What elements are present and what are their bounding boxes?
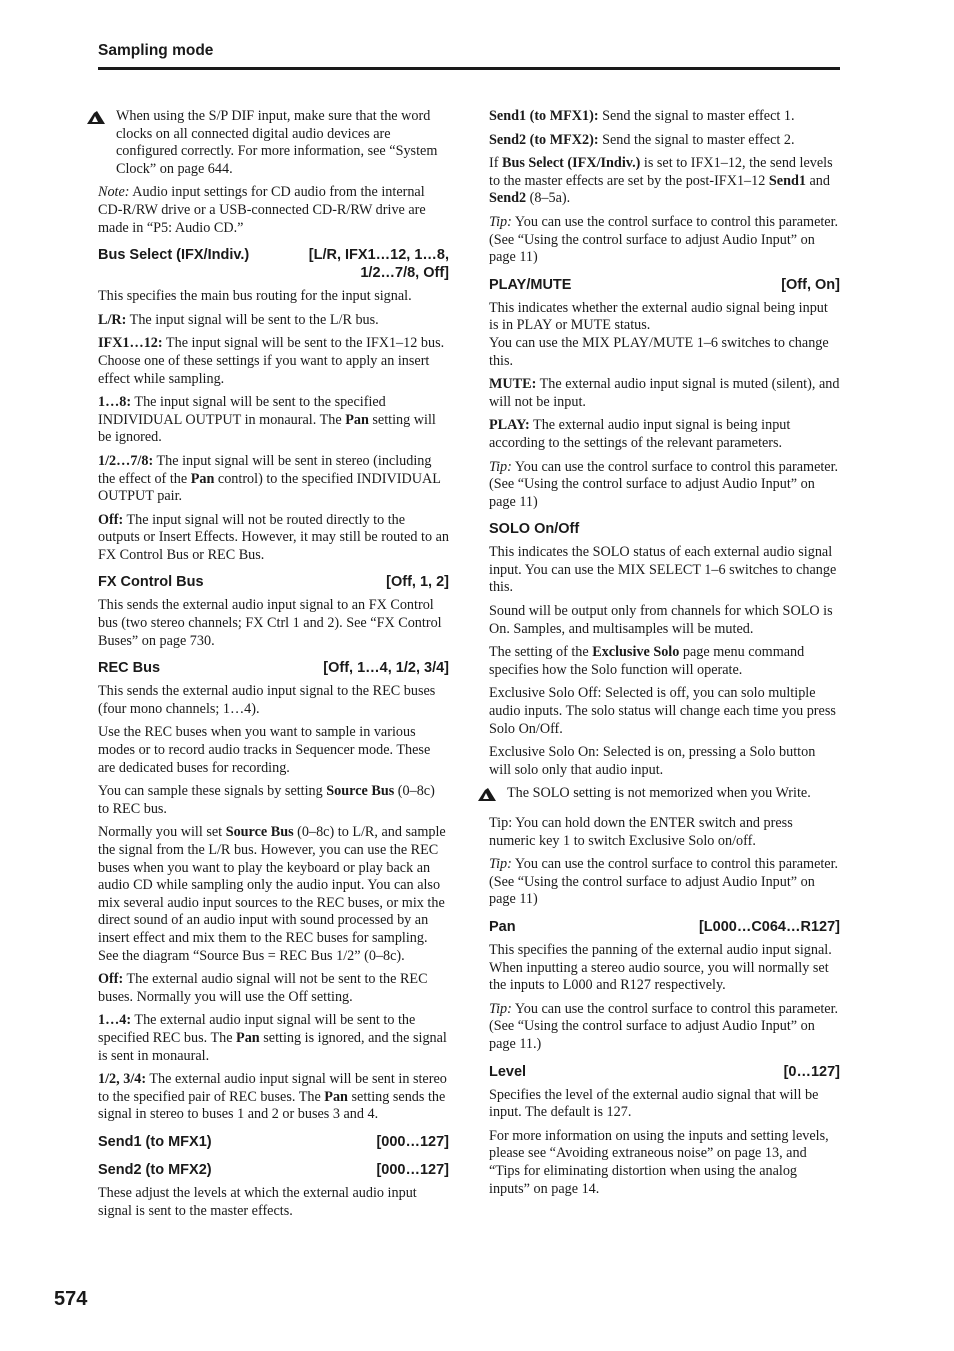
param-heading-play-mute: PLAY/MUTE [Off, On] <box>489 276 840 293</box>
warning-note <box>477 785 840 809</box>
paragraph: This specifies the panning of the external audio input signal. When inputting a stereo audio source, you will normally set the inputs to L000 and R127 respectively. <box>489 941 832 994</box>
option-stereo: 1/2…7/8: The input signal will be sent in stereo (including the effect of the Pan control) to the specified INDIVIDUAL OUTPUT pair. <box>98 452 441 505</box>
option-ifx: IFX1…12: The input signal will be sent to the IFX1–12 bus. Choose one of these settings if you want to apply an insert effect while sampling. <box>98 335 445 387</box>
param-heading-send2: Send2 (to MFX2) [000…127] <box>98 1161 449 1178</box>
warning-icon <box>86 108 116 178</box>
option-off: Off: The external audio signal will not be sent to the REC buses. Normally you will use the Off setting. <box>98 971 428 1005</box>
warning-note <box>86 108 449 178</box>
paragraph: Specifies the level of the external audio signal that will be input. The default is 127. <box>489 1086 819 1121</box>
option-stereo: 1/2, 3/4: The external audio input signal will be sent in stereo to the specified pair of REC buses. The Pan setting sends the signal in stereo to buses 1 and 2 or buses 3 and 4. <box>98 1071 447 1123</box>
paragraph: This specifies the main bus routing for the input signal. <box>98 288 412 305</box>
paragraph: Sound will be output only from channels for which SOLO is On. Samples, and multisamples will be muted. <box>489 603 833 637</box>
paragraph: This sends the external audio input signal to the REC buses (four mono channels; 1…4). <box>98 683 436 717</box>
option-send2: Send2 (to MFX2): Send the signal to master effect 2. <box>489 131 795 148</box>
header-rule <box>98 67 840 70</box>
note: Note: Audio input settings for CD audio from the internal CD-R/RW drive or a USB-connected CD-R/RW drive are made in “P5: Audio CD.” <box>98 184 426 236</box>
paragraph: This sends the external audio input signal to an FX Control bus (two stereo channels; FX Ctrl 1 and 2). See “FX Control Buses” on page 730. <box>98 597 442 649</box>
param-heading-solo: SOLO On/Off <box>489 521 580 538</box>
option-play: PLAY: The external audio input signal is being input according to the settings of the relevant parameters. <box>489 417 791 451</box>
paragraph: Normally you will set Source Bus (0–8c) to L/R, and sample the signal from the L/R bus. However, you can use the REC buses when you want to play the keyboard or play back an audio CD while sampling only the audio input. You can also mix several audio input sources to the REC buses, or mix the direct sound of an audio input with sound processed by an insert effect and mix them to the REC buses for sampling. See the diagram “Source Bus = REC Bus 1/2” (0–8c). <box>98 824 446 964</box>
right-column <box>489 108 840 1204</box>
page-number: 574 <box>54 1288 88 1310</box>
option-mute: MUTE: The external audio input signal is muted (silent), and will not be input. <box>489 376 840 410</box>
tip: Tip: You can use the control surface to control this parameter. (See “Using the control surface to adjust Audio Input” on page 11) <box>489 856 839 908</box>
tip: Tip: You can use the control surface to control this parameter. (See “Using the control surface to adjust Audio Input” on page 11.) <box>489 1000 839 1052</box>
paragraph: Exclusive Solo Off: Selected is off, you can solo multiple audio inputs. The solo status will change each time you press Solo On/Off. <box>489 685 836 737</box>
paragraph: Use the REC buses when you want to sample in various modes or to record audio tracks in Sequencer mode. These are dedicated buses for recording. <box>98 724 431 776</box>
tip: Tip: You can hold down the ENTER switch and press numeric key 1 to switch Exclusive Solo on/off. <box>489 815 793 849</box>
param-heading-fx-control: FX Control Bus [Off, 1, 2] <box>98 574 449 591</box>
paragraph: This indicates whether the external audio signal being input is in PLAY or MUTE status. You can use the MIX PLAY/MUTE 1–6 switches to change this. <box>489 299 829 369</box>
param-heading-level: Level [0…127] <box>489 1063 840 1080</box>
option-off: Off: The input signal will not be routed directly to the outputs or Insert Effects. However, it may still be routed to an FX Control Bus or REC Bus. <box>98 511 450 563</box>
option-mono: 1…4: The external audio input signal will be sent to the specified REC bus. The Pan setting is ignored, and the signal is sent in monaural. <box>98 1012 447 1064</box>
warning-text: When using the S/P DIF input, make sure that the word clocks on all connected digital audio devices are configured correctly. For more information, see “System Clock” on page 644. <box>116 108 438 177</box>
paragraph: If Bus Select (IFX/Indiv.) is set to IFX1–12, the send levels to the master effects are set by the post-IFX1–12 Send1 and Send2 (8–5a). <box>489 155 833 207</box>
paragraph: For more information on using the inputs and setting levels, please see “Avoiding extraneous noise” on page 13, and “Tips for eliminating distortion when using the analog inputs” on page 14. <box>489 1127 829 1197</box>
option-mono: 1…8: The input signal will be sent to the specified INDIVIDUAL OUTPUT in monaural. The Pan setting will be ignored. <box>98 394 436 446</box>
left-column <box>98 108 449 1226</box>
paragraph: These adjust the levels at which the external audio input signal is sent to the master effects. <box>98 1184 417 1219</box>
param-heading-bus-select: Bus Select (IFX/Indiv.) [L/R, IFX1…12, 1…8, 1/2…7/8, Off] <box>98 247 449 282</box>
option-send1: Send1 (to MFX1): Send the signal to master effect 1. <box>489 108 795 124</box>
running-header: Sampling mode <box>98 42 214 59</box>
paragraph: Exclusive Solo On: Selected is on, pressing a Solo button will solo only that audio input. <box>489 744 816 778</box>
warning-icon <box>477 785 507 809</box>
warning-text: The SOLO setting is not memorized when you Write. <box>507 785 811 802</box>
option-lr: L/R: The input signal will be sent to the L/R bus. <box>98 311 379 328</box>
param-heading-rec-bus: REC Bus [Off, 1…4, 1/2, 3/4] <box>98 660 449 677</box>
tip: Tip: You can use the control surface to control this parameter. (See “Using the control surface to adjust Audio Input” on page 11) <box>489 213 839 266</box>
paragraph: The setting of the Exclusive Solo page menu command specifies how the Solo function will operate. <box>489 644 805 678</box>
paragraph: This indicates the SOLO status of each external audio signal input. You can use the MIX SELECT 1–6 switches to change this. <box>489 544 837 596</box>
tip: Tip: You can use the control surface to control this parameter. (See “Using the control surface to adjust Audio Input” on page 11) <box>489 458 839 510</box>
param-heading-pan: Pan [L000…C064…R127] <box>489 918 840 935</box>
param-heading-send1: Send1 (to MFX1) [000…127] <box>98 1133 449 1150</box>
paragraph: You can sample these signals by setting Source Bus (0–8c) to REC bus. <box>98 783 435 817</box>
